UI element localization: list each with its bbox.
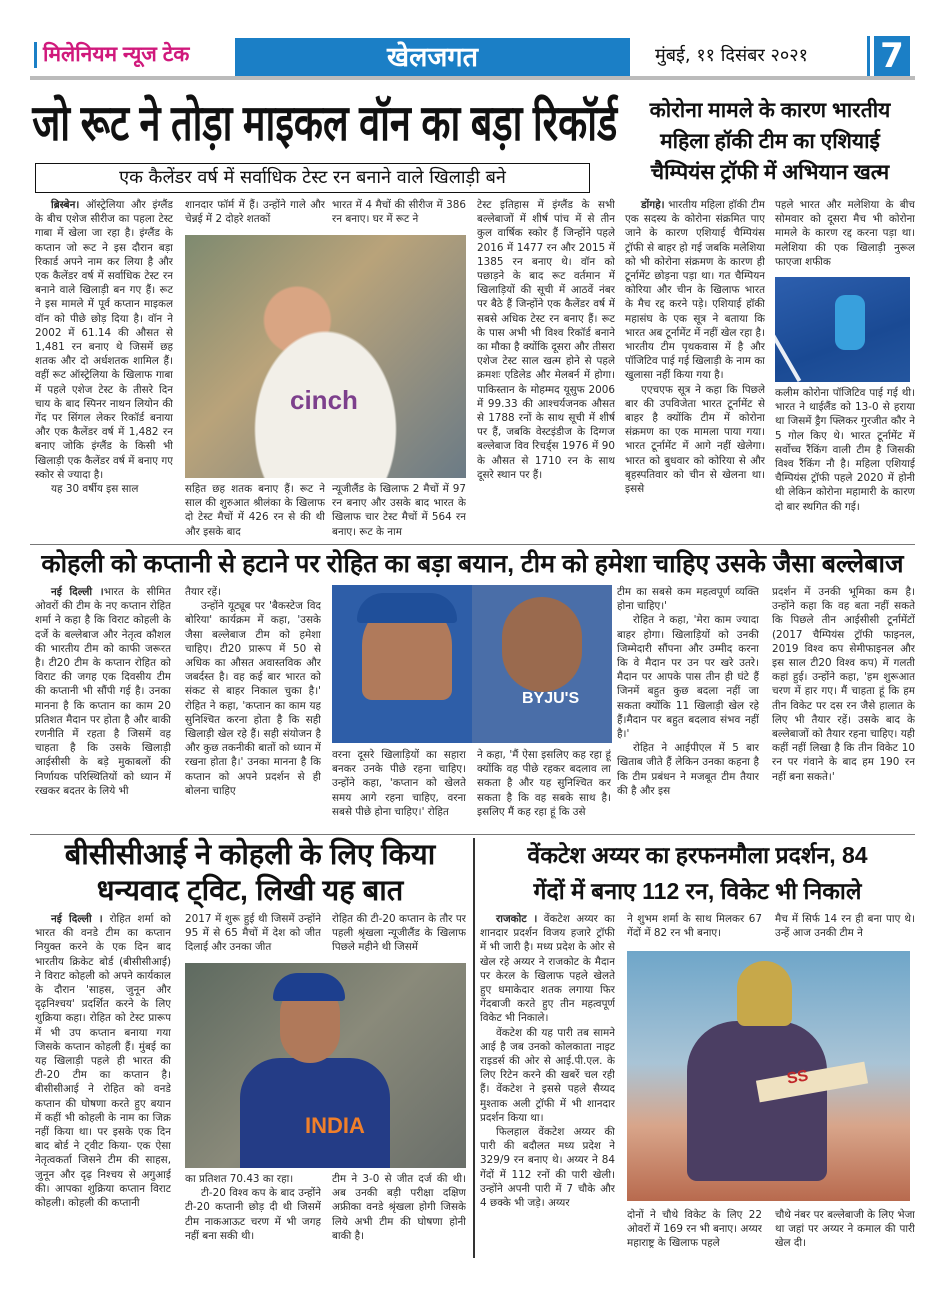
bcci-dateline: नई दिल्ली ।: [51, 913, 103, 925]
paragraph: रोहित ने कहा, 'मेरा काम ज्यादा बाहर होगा। खिलाड़ियों को उनकी जिम्मेदारी सौंपना और उम्मीद करना कि वे मैदान पर उन पर खरे उतरे। मैदान पर आपके पास तीन ही घंटे हैं जिनमें बहुत कुछ बदला नहीं जा सकता क्योंकि 11 खिलाड़ी खेल रहे हैं।मैदान पर बहुत बदलाव संभव नहीं है।': [617, 614, 759, 741]
bat-logo: SS: [785, 1067, 810, 1088]
rohit-col4: ने कहा, 'मैं ऐसा इसलिए कह रहा हूं क्योंकि वह पीछे रहकर बदलाव ला सकता है और यह सुनिश्चित कर सकता है कि वह सबके साथ है। इसलिए मैं कह रहा हूं कि उसे: [477, 749, 611, 818]
rohit-kohli-photo: [332, 585, 612, 743]
venkatesh-col2-bottom: दोनों ने चौथे विकेट के लिए 22 ओवरों में 169 रन भी बनाए। अय्यर महाराष्ट्र के खिलाफ पहले: [627, 1209, 762, 1250]
root-subhead: [35, 163, 590, 193]
venkatesh-col2-top: ने शुभम शर्मा के साथ मिलकर 67 गेंदों में 82 रन भी बनाए।: [627, 913, 762, 940]
hockey-dateline: डोंगहे।: [641, 199, 665, 211]
rohit-col1: [35, 585, 171, 827]
root-headline: [32, 92, 617, 154]
rohit-dateline: नई दिल्ली ।: [51, 586, 104, 598]
bcci-col1: [35, 912, 171, 1257]
bcci-col2-bottom: [185, 1172, 321, 1257]
headline-line: चैम्पियंस ट्रॉफी में अभियान खत्म: [650, 161, 890, 184]
paragraph: भारत के सीमित ओवरों की टीम के नए कप्तान रोहित शर्मा ने कहा है कि विराट कोहली के दर्जे के बल्लेबाज और नेतृत्व कौशल की भारतीय टीम को काफी जरूरत है। टी20 टीम के कप्तान रोहित को विराट की जगह एक दिवसीय टीम की कप्तानी भी सौंपी गई है। उनका मानना है कि कप्तान का काम 20 प्रतिशत मैदान पर होता है और बाकी रणनीति में रहता है जिसमें वह चाहता है कि उसके खिलाड़ी आईसीसी के बड़े मुकाबलों की निर्णायक परिस्थितियों को ध्यान में रखकर बदतर के लिये भी: [35, 586, 171, 797]
headline-line: कोहली को कप्तानी से हटाने पर रोहित का बड़ा बयान, टीम को हमेशा चाहिए उसके जैसा बल्लेबाज: [41, 550, 904, 578]
venkatesh-headline: [480, 837, 915, 909]
dateline: [655, 44, 865, 68]
divider: [30, 544, 915, 545]
root-col1: [35, 198, 173, 539]
headline-line: मुंबई, ११ दिसंबर २०२१: [655, 45, 808, 66]
section-banner: [235, 38, 630, 76]
paragraph: ऑस्ट्रेलिया और इंग्लैंड के बीच एशेज सीरीज का पहला टेस्ट गाबा में खेला जा रहा है। इंग्लैंड के कप्तान जो रूट ने इस दौरान बड़ा रिकार्ड अपने नाम कर लिया है और एक कैलेंडर वर्ष में सर्वाधिक टेस्ट रन बनाने वाले खिलाड़ी बन गए हैं। रूट ने इस मामले में पूर्व कप्तान माइकल वॉन को पीछे छोड़ दिया है। वॉन ने 2002 में 61.14 की औसत से 1,481 रन बनाए थे जिसमें छह शतक और दो अर्धशतक शामिल हैं। वहीं रूट ऑस्ट्रेलिया के खिलाफ गाबा में पहले एशेज टेस्ट के तीसरे दिन चाय के बाद स्पिनर नाथन लियोन की गेंद पर सिंगल लेकर रिकॉर्ड बनाया और एक कैलेंडर वर्ष में 1,482 रन बनाए जोकि इंग्लैंड के किसी भी खिलाड़ी एक कैलेंडर वर्ष में बनाए गए स्कोर से ज्यादा है।: [35, 199, 173, 481]
column-divider: [473, 838, 475, 1258]
headline-line: कोरोना मामले के कारण भारतीय: [649, 99, 891, 122]
bcci-col3-top: रोहित की टी-20 कप्तान के तौर पर पहली श्रृंखला न्यूजीलैंड के खिलाफ पिछले महीने थी जिसमें: [332, 913, 466, 954]
paragraph: फिलहाल वेंकटेश अय्यर की पारी की बदौलत मध्य प्रदेश ने 329/9 रन बनाए थे। अय्यर ने 84 गेंदों में 112 रनों की पारी खेली। उन्होंने अपनी पारी में 7 चौके और 4 छक्के भी जड़े। अय्यर: [480, 1126, 615, 1210]
paragraph: एएचएफ सूत्र ने कहा कि पिछले बार की उपविजेता भारत टूर्नामेंट से बाहर है क्योंकि टीम में कोरोना संक्रमण का एक मामला पाया गया। भारत टूर्नामेंट में आगे नहीं खेलेगा। भारत को बुधवार को कोरिया से और बृहस्पतिवार को चीन से खेलना था। इससे: [625, 383, 765, 496]
venkatesh-iyer-photo: [627, 951, 910, 1201]
paragraph: रोहित शर्मा को भारत की वनडे टीम का कप्तान नियुक्त करने के एक दिन बाद भारतीय क्रिकेट बोर्ड (बीसीसीआई) ने विराट कोहली को अपने कार्यकाल के दौरान 'साहस, जुनून और दृढ़निश्चय' प्रदर्शित करने के लिए शुक्रिया कहा। रोहित को टेस्ट प्रारूप में भी उप कप्तान बनाया गया जिसके कप्तान कोहली हैं। मुंबई का यह खिलाड़ी पहले ही भारत की टी-20 टीम का कप्तान है।बीसीसीआई ने रोहित को वनडे कप्तान की घोषणा करते हुए बयान में कहीं भी कोहली के नाम का जिक्र नहीं किया था। पर इसके एक दिन बाद बोर्ड ने ट्वीट किया- एक ऐसा नेतृत्वकर्ता जिसने टीम की साहस, जुनून और दृढ़ निश्चय से अगुआई की। आपका शुक्रिया कप्तान विराट कोहली। कोहली की कप्तानी: [35, 913, 171, 1210]
page-number: 7: [870, 36, 910, 76]
paragraph: टीम का सबसे कम महत्वपूर्ण व्यक्ति होना चाहिए।': [617, 586, 759, 613]
bcci-headline: [35, 837, 465, 909]
hockey-col2-top: पहले भारत और मलेशिया के बीच सोमवार को दूसरा मैच भी कोरोना मामले के कारण रद्द करना पड़ा था। मलेशिया की एक खिलाड़ी नुरूल फाएजा शफीक: [775, 199, 915, 268]
root-dateline: ब्रिस्बेन।: [51, 199, 80, 211]
root-subhead-text: [42, 164, 583, 191]
headline-line: धन्यवाद ट्विट, लिखी यह बात: [96, 875, 404, 907]
venkatesh-col1: [480, 912, 615, 1257]
headline-line: वेंकटेश अय्यर का हरफनमौला प्रदर्शन, 84: [527, 842, 868, 868]
paragraph: रोहित ने आईपीएल में 5 बार खिताब जीते हैं लेकिन उनका कहना है कि टीम प्रबंधन ने मजबूत टीम तैयार की है और इस: [617, 742, 759, 797]
headline-line: महिला हॉकी टीम का एशियाई: [660, 130, 880, 153]
rohit-headline: [30, 548, 915, 580]
root-col4: टेस्ट इतिहास में इंग्लैंड के सभी बल्लेबाजों में शीर्ष पांच में से तीन कुल वार्षिक स्कोर हैं जिन्होंने पहले 2016 में 1477 रन और 2015 में 1385 रन बनाए थे। वॉन को पछाड़ने के बाद रूट वर्तमान में खिलाड़ियों की सूची में आठवें नंबर पर बैठे हैं जिन्होंने एक कैलेंडर वर्ष में सबसे अधिक टेस्ट रन बनाए हैं। रूट के पास अभी भी विश्व रिकॉर्ड बनाने का मौका है क्योंकि दूसरा और तीसरा एशेज टेस्ट साल खत्म होने से पहले क्रमशः एडिलेड और मेलबर्न में होगा। पाकिस्तान के मोहम्मद यूसुफ 2006 में 99.33 की आश्चर्यजनक औसत से 1788 रनों के साथ सूची में शीर्ष पर हैं, जबकि वेस्टइंडीज के दिग्गज बल्लेबाज विव रिचर्ड्स 1976 में 90 के औसत से 1710 रन के साथ दूसरे स्थान पर हैं।: [477, 199, 615, 481]
rohit-col6: प्रदर्शन में उनकी भूमिका कम है। उन्होंने कहा कि वह बता नहीं सकते कि पिछले तीन आईसीसी टूर्नामेंटों (2017 चैम्पियंस ट्रॉफी फाइनल, 2019 विश्व कप सेमीफाइनल और इस साल टी20 विश्व कप) में गलती कहां हुई। उन्होंने कहा, 'हम शुरूआत चरण में हार गए। मैं चाहता हूं कि हम तीन विकेट पर दस रन जैसे हालात के लिए भी तैयार रहें। उसके बाद के बल्लेबाजों को तैयार रहना चाहिए। यही कहीं नहीं लिखा है कि तीन विकेट 10 रन पर गंवाने के बाद हम 190 रन नहीं बना सकते।': [772, 586, 915, 783]
rohit-col2: [185, 585, 321, 827]
rohit-col5: [617, 585, 759, 827]
divider: [30, 834, 915, 835]
jersey-sponsor: BYJU'S: [522, 690, 580, 707]
kohli-photo: [185, 963, 466, 1168]
joe-root-photo: [185, 235, 466, 478]
headline-line: एक कैलेंडर वर्ष में सर्वाधिक टेस्ट रन बनाने वाले खिलाड़ी बने: [119, 167, 506, 188]
jersey-sponsor: cinch: [290, 385, 358, 415]
headline-line: गेंदों में बनाए 112 रन, विकेट भी निकाले: [533, 878, 862, 904]
section-title: खेलजगत: [386, 42, 479, 72]
venkatesh-col3-top: मैच में सिर्फ 14 रन ही बना पाए थे। उन्हें आज उनकी टीम ने: [775, 913, 915, 940]
hockey-col1: [625, 198, 765, 538]
hockey-headline: [625, 95, 915, 188]
root-col2-bottom: सहित छह शतक बनाए हैं। रूट ने साल की शुरुआत श्रीलंका के खिलाफ दो टेस्ट मैचों में 426 रन से की थी और इसके बाद: [185, 483, 325, 538]
headline-line: जो रूट ने तोड़ा माइकल वॉन का बड़ा रिकॉर्ड: [31, 95, 618, 151]
paragraph: उन्होंने यूट्यूब पर 'बैकस्टेज विद बोरिया' कार्यक्रम में कहा, 'उसके जैसा बल्लेबाज टीम को हमेशा चाहिए। टी20 प्रारूप में 50 से अधिक का औसत अवास्तविक और जबर्दस्त है। वह कई बार भारत को संकट से बाहर निकाल चुका है।' रोहित ने कहा, 'कप्तान का काम यह सुनिश्चित करना होता है कि सही खिलाड़ी खेल रहे हैं। सही संयोजन है और कुछ तकनीकी बातों को ध्यान में रखना होता है।' उनका मानना है कि कप्तान को अपने प्रदर्शन से ही बोलना चाहिए: [185, 600, 321, 797]
venkatesh-col3-bottom: चौथे नंबर पर बल्लेबाजी के लिए भेजा था जहां पर अय्यर ने कमाल की पारी खेल दी।: [775, 1209, 915, 1250]
root-col2-top: शानदार फॉर्म में हैं। उन्होंने गाले और चेन्नई में 2 दोहरे शतकों: [185, 199, 325, 226]
paragraph: वेंकटेश की यह पारी तब सामने आई है जब उनको कोलकाता नाइट राइडर्स की ओर से आई.पी.एल. के लिए रिटेन करने की खबरें चल रही हैं। वेंकटेश ने इससे पहले सैय्यद मुश्ताक अली ट्रॉफी में भी शानदार प्रदर्शन किया था।: [480, 1026, 615, 1124]
masthead: [30, 36, 915, 80]
paragraph: यह 30 वर्षीय इस साल: [51, 483, 139, 496]
venkatesh-dateline: राजकोट ।: [496, 913, 538, 925]
kohli-photo: [502, 597, 582, 692]
bcci-col2-top: 2017 में शुरू हुई थी जिसमें उन्होंने 95 में से 65 मैचों में देश को जीत दिलाई और उनका जीत: [185, 913, 321, 954]
paragraph: भारतीय महिला हॉकी टीम एक सदस्य के कोरोना संक्रमित पाए जाने के कारण एशियाई चैम्पियंस ट्रॉफी से बाहर हो गई जबकि मलेशिया को भी कोरोना संक्रमण के कारण ही टूर्नामेंट छोड़ना पड़ा था। गत चैम्पियन कोरिया और चीन के खिलाफ भारत के मैच रद्द करने पड़े। एशियाई हॉकी महासंघ के एक सूत्र ने बताया कि भारत अब टूर्नामेंट में नहीं खेल रहा है। भारतीय टीम पृथकवास में है और पॉजिटिव पाई गई खिलाड़ी के नाम का खुलासा नहीं किया गया है।: [625, 199, 765, 382]
headline-line: बीसीसीआई ने कोहली के लिए किया: [64, 839, 436, 871]
paragraph: तैयार रहें।: [185, 586, 221, 598]
root-col3-bottom: न्यूजीलैंड के खिलाफ 2 मैचों में 97 रन बनाए और उसके बाद भारत के खिलाफ चार टेस्ट मैचों में 564 रन बनाए। रूट के नाम: [332, 483, 466, 538]
paragraph: का प्रतिशत 70.43 का रहा।: [185, 1173, 294, 1185]
bcci-col3-bottom: टीम ने 3-0 से जीत दर्ज की थी। अब उनकी बड़ी परीक्षा दक्षिण अफ्रीका वनडे श्रृंखला होगी जिसके लिये अभी टीम की घोषणा होनी बाकी है।: [332, 1173, 466, 1242]
brand-name: [34, 42, 224, 68]
rohit-col3: वरना दूसरे खिलाड़ियों का सहारा बनकर उनके पीछे रहना चाहिए। उन्होंने कहा, 'कप्तान को खेलते समय आगे रहना चाहिए, वरना सबसे पीछे होना चाहिए।' रोहित: [332, 749, 466, 818]
paragraph: टी-20 विश्व कप के बाद उन्होंने टी-20 कप्तानी छोड़ दी थी जिसमें टीम नाकआऊट चरण में भी जगह नहीं बना सकी थी।: [185, 1187, 321, 1242]
paragraph: वेंकटेश अय्यर का शानदार प्रदर्शन विजय हजारे ट्रॉफी में भी जारी है। मध्य प्रदेश के ओर से खेल रहे अय्यर ने राजकोट के मैदान पर केरल के खिलाफ पहले खेलते हुए धमाकेदार शतक लगाया फिर गेंदबाजी करते हुए तीन महत्वपूर्ण विकेट भी निकाले।: [480, 913, 615, 1025]
hockey-col2-bottom: कलीम कोरोना पॉजिटिव पाई गई थी। भारत ने थाईलैंड को 13-0 से हराया था जिसमें ड्रैग फ्लिकर गुरजीत कौर ने 5 गोल किए थे। भारत टूर्नामेंट में सर्वोच्च रैंकिंग वाली टीम है जिसकी विश्व रैंकिंग नौ है। महिला एशियाई चैम्पियंस ट्रॉफी पहले 2020 में होनी थी लेकिन कोरोना महामारी के कारण दो बार स्थगित की गई।: [775, 387, 915, 513]
root-col3-top: भारत में 4 मैचों की सीरीज में 386 रन बनाए। घर में रूट ने: [332, 199, 466, 226]
jersey-text: INDIA: [305, 1113, 365, 1138]
hockey-player-photo: [775, 277, 910, 382]
headline-line: मिलेनियम न्यूज टेक: [43, 43, 190, 66]
